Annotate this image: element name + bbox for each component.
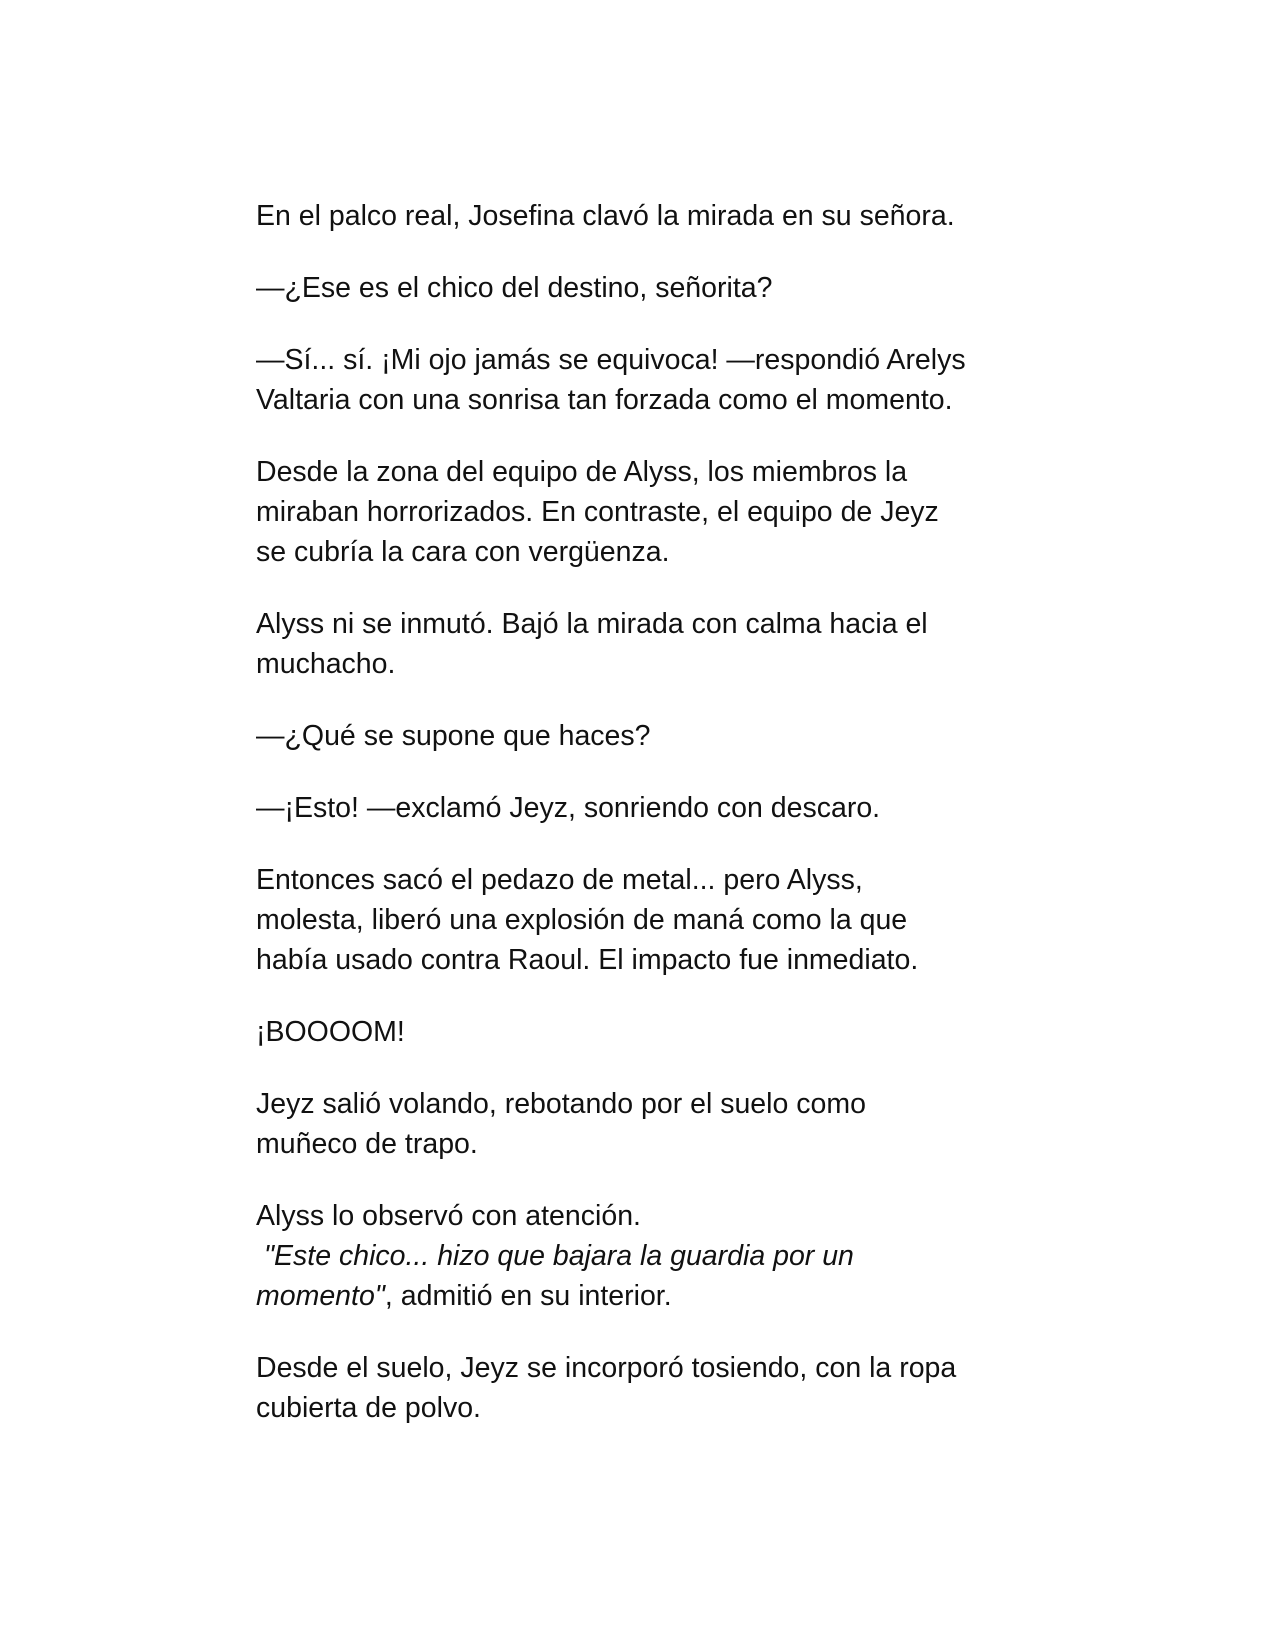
paragraph-5-line-1: Alyss ni se inmutó. Bajó la mirada con calma hacia el [256, 608, 928, 640]
paragraph-10-line-1: Jeyz salió volando, rebotando por el suelo como [256, 1088, 866, 1120]
text-column [256, 196, 1036, 1428]
paragraph-3-line-1: —Sí... sí. ¡Mi ojo jamás se equivoca! —respondió Arelys [256, 344, 966, 376]
paragraph-11-tail: , admitió en su interior. [384, 1280, 672, 1312]
paragraph-9 [256, 1012, 1036, 1052]
paragraph-11-italic-line-1: "Este chico... hizo que bajara la guardia por un [263, 1240, 854, 1272]
paragraph-11-italic-line-2: momento" [256, 1280, 385, 1312]
paragraph-8 [256, 860, 1036, 980]
paragraph-4-line-2: miraban horrorizados. En contraste, el equipo de Jeyz [256, 496, 939, 528]
paragraph-2-text: —¿Ese es el chico del destino, señorita? [256, 272, 773, 304]
paragraph-11-line-1: Alyss lo observó con atención. [256, 1200, 641, 1232]
paragraph-8-line-1: Entonces sacó el pedazo de metal... pero Alyss, [256, 864, 863, 896]
paragraph-9-text: ¡BOOOOM! [256, 1016, 405, 1048]
paragraph-10 [256, 1084, 1036, 1164]
paragraph-12-line-2: cubierta de polvo. [256, 1392, 481, 1424]
paragraph-6-text: —¿Qué se supone que haces? [256, 720, 651, 752]
paragraph-5 [256, 604, 1036, 684]
paragraph-4-line-3: se cubría la cara con vergüenza. [256, 536, 670, 568]
paragraph-2 [256, 268, 1036, 308]
paragraph-7-text: —¡Esto! —exclamó Jeyz, sonriendo con descaro. [256, 792, 881, 824]
paragraph-1-text: En el palco real, Josefina clavó la mirada en su señora. [256, 200, 955, 232]
paragraph-3 [256, 340, 1036, 420]
paragraph-12 [256, 1348, 1036, 1428]
paragraph-5-line-2: muchacho. [256, 648, 396, 680]
paragraph-8-line-2: molesta, liberó una explosión de maná como la que [256, 904, 908, 936]
paragraph-1 [256, 196, 1036, 236]
paragraph-3-line-2: Valtaria con una sonrisa tan forzada como el momento. [256, 384, 953, 416]
paragraph-8-line-3: había usado contra Raoul. El impacto fue inmediato. [256, 944, 919, 976]
paragraph-4-line-1: Desde la zona del equipo de Alyss, los miembros la [256, 456, 908, 488]
paragraph-12-line-1: Desde el suelo, Jeyz se incorporó tosiendo, con la ropa [256, 1352, 957, 1384]
paragraph-4 [256, 452, 1036, 572]
paragraph-7 [256, 788, 1036, 828]
paragraph-10-line-2: muñeco de trapo. [256, 1128, 478, 1160]
paragraph-11 [256, 1196, 1036, 1316]
paragraph-6 [256, 716, 1036, 756]
